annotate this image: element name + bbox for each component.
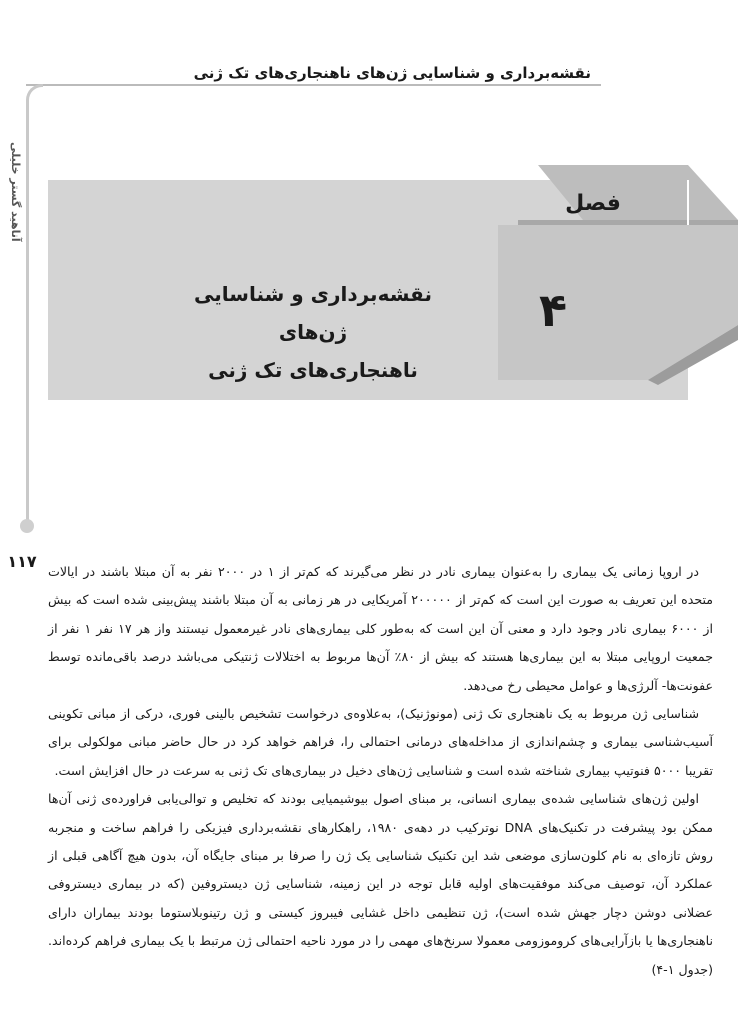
body-text: [48, 558, 713, 984]
running-header: نقشه‌برداری و شناسایی ژن‌های ناهنجاری‌های تک ژنی: [193, 64, 591, 82]
page-number: ۱۱۷: [7, 552, 37, 571]
chapter-banner: [48, 165, 738, 405]
header-rule: [26, 84, 601, 86]
chapter-title-line1: نقشه‌برداری و شناسایی ژن‌های: [194, 282, 432, 344]
side-rail-dot: [20, 519, 34, 533]
side-rail: [26, 84, 43, 527]
paragraph: در اروپا زمانی یک بیماری را به‌عنوان بیماری نادر در نظر می‌گیرند که کم‌تر از ۱ در ۲۰۰۰ نفر به آن مبتلا باشند در ایالات متحده این تعریف به صورت این است که کم‌تر از ۲۰۰۰۰۰ آمریکایی در هر زمانی به آن مبتلا باشند پیش‌بینی شده است که بیش از ۶۰۰۰ بیماری نادر وجود دارد و معنی آن این است که به‌طور کلی بیماری‌های نادر غیرمعمول نیستند واز هر ۱۷ نفر ۱ نفر از جمعیت اروپایی مبتلا به این بیماری‌ها هستند که بیش از ۸۰٪ آن‌ها مربوط به اختلالات ژنتیکی می‌باشد درصد باقی‌مانده توسط عفونت‌ها- آلرژی‌ها و عوامل محیطی رخ می‌دهد.: [48, 564, 714, 693]
paragraph: اولین ژن‌های شناسایی شده‌ی بیماری انسانی، بر مبنای اصول بیوشیمیایی بودند که تخلیص و توالی‌یابی فراورده‌ی ژنی آن‌ها ممکن بود پیشرفت در تکنیک‌های DNA نوترکیب در دهه‌ی ۱۹۸۰، راهکارهای نقشه‌برداری فیزیکی را فراهم ساخت و منجربه روش تازه‌ای به نام کلون‌سازی موضعی شد این تکنیک شناسایی یک ژن را صرفا بر مبنای جایگاه آن، بدون هیچ آگاهی قبلی از عملکرد آن، توصیف می‌کند موفقیت‌های اولیه قابل توجه در این زمینه، شناسایی ژن دیستروفین (که در بیماری دیستروفی عضلانی دوشن دچار جهش شده است)، ژن تنظیمی داخل غشایی فیبروز کیستی و ژن رتینوبلاستوما بودند بیماران دارای ناهنجاری‌ها یا بازآرایی‌های کروموزومی معمولا سرنخ‌های مهمی را در مورد ناحیه احتمالی ژن مرتبط با یک بیماری فراهم کرده‌اند. (جدول ۱-۴): [48, 791, 713, 977]
chapter-number: ۴: [538, 283, 568, 337]
paragraph: شناسایی ژن مربوط به یک ناهنجاری تک ژنی (مونوژنیک)، به‌علاوه‌ی درخواست تشخیص بالینی فوری، درکی از مبانی تکوینی آسیب‌شناسی بیماری و چشم‌اندازی از مداخله‌های درمانی احتمالی را، فراهم خواهد کرد در حال حاضر مبانی مولکولی برای تقریبا ۵۰۰۰ فنوتیپ بیماری شناخته شده است و شناسایی ژن‌های دخیل در بیماری‌های تک ژنی به سرعت در حال افزایش است.: [48, 706, 713, 778]
author-name: آناهید گستر خلیلی: [9, 142, 22, 242]
chapter-title: [178, 275, 448, 389]
chapter-title-line2: ناهنجاری‌های تک ژنی: [208, 358, 418, 382]
chapter-label: فصل: [565, 191, 621, 216]
banner-tab-face: [518, 220, 738, 225]
